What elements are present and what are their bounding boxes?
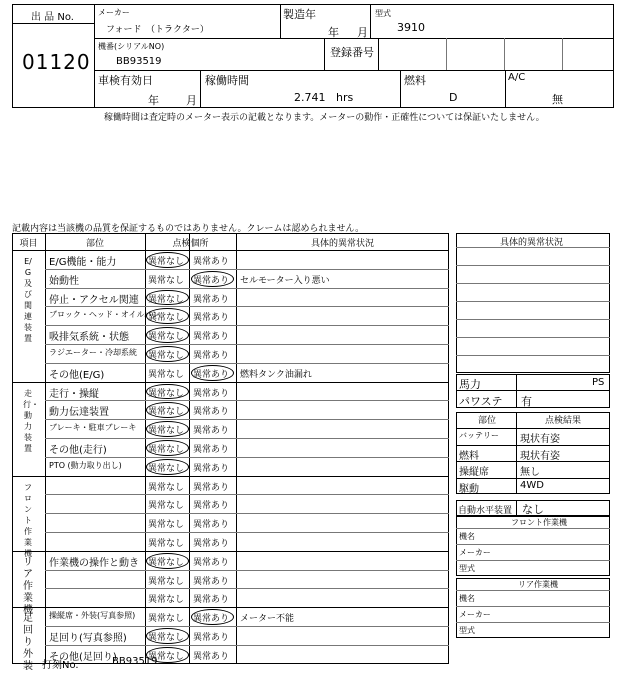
result-header: 点検結果	[545, 416, 582, 426]
section-label: 走行・動力装置	[23, 388, 39, 453]
option-normal[interactable]: 異常なし	[148, 651, 185, 662]
option-abnormal[interactable]: 異常あり	[193, 520, 230, 531]
maker-label: メーカー	[98, 8, 130, 17]
part-label: PTO (動力取り出し)	[49, 460, 122, 470]
stamp-label: 打刻No.	[42, 660, 79, 671]
option-normal[interactable]: 異常なし	[148, 501, 185, 512]
option-abnormal[interactable]: 異常あり	[193, 557, 230, 568]
ac-label: A/C	[508, 72, 526, 83]
inspection-month-unit: 月	[186, 94, 197, 107]
part-label: 動力伝達装置	[49, 407, 109, 419]
selected-mark	[146, 459, 189, 475]
option-normal[interactable]: 異常なし	[148, 294, 185, 305]
year-unit: 年	[328, 26, 339, 39]
col-item-header: 項目	[19, 239, 38, 249]
section-label: リア作業機	[23, 556, 33, 616]
auto-level-value: なし	[522, 503, 544, 516]
option-abnormal[interactable]: 異常あり	[193, 369, 230, 380]
option-normal[interactable]: 異常なし	[148, 557, 185, 568]
stamp-value: BB93519	[112, 656, 158, 667]
part-label: ブロック・ヘッド・オイルパン	[49, 310, 160, 320]
power-unit: PS	[592, 377, 605, 388]
model-value: 3910	[397, 21, 425, 34]
option-normal[interactable]: 異常なし	[148, 595, 185, 606]
auto-level-label: 自動水平装置	[458, 506, 513, 516]
option-abnormal[interactable]: 異常あり	[193, 332, 230, 343]
option-normal[interactable]: 異常なし	[148, 407, 185, 418]
rear-impl-label: 機名	[459, 594, 475, 603]
lot-number: 01120	[22, 50, 91, 74]
selected-mark	[146, 346, 189, 362]
front-impl-label: メーカー	[459, 548, 491, 557]
result-part: 操縦席	[459, 467, 489, 478]
option-normal[interactable]: 異常なし	[148, 388, 185, 399]
option-abnormal[interactable]: 異常あり	[193, 595, 230, 606]
part-label: その他(走行)	[49, 445, 107, 456]
part-label: その他(足回り)	[49, 651, 117, 663]
detail-text: セルモーター入り悪い	[240, 275, 330, 286]
option-normal[interactable]: 異常なし	[148, 426, 185, 437]
section-label: 足回り外装	[23, 613, 33, 673]
col-part-header: 部位	[85, 239, 104, 249]
model-label: 型式	[375, 9, 391, 18]
part-label: ラジエーター・冷却系統	[49, 348, 137, 357]
result-part: バッテリー	[459, 431, 499, 440]
option-normal[interactable]: 異常なし	[148, 332, 185, 343]
selected-mark	[146, 440, 189, 456]
option-abnormal[interactable]: 異常あり	[193, 257, 230, 267]
month-unit: 月	[357, 26, 368, 39]
part-label: 吸排気系統・状態	[49, 332, 129, 344]
right-detail-header: 具体的異常状況	[500, 238, 564, 248]
fuel-label: 燃料	[404, 74, 426, 87]
option-normal[interactable]: 異常なし	[148, 576, 185, 587]
option-abnormal[interactable]: 異常あり	[193, 294, 230, 305]
hours-value: 2.741	[294, 91, 326, 104]
option-abnormal[interactable]: 異常あり	[193, 633, 230, 643]
selected-mark	[191, 271, 234, 287]
section-label: E/G及び関連装置	[24, 257, 32, 343]
front-impl-label: 型式	[459, 564, 475, 573]
maker-value: フォード （トラクター）	[106, 25, 209, 35]
part-label: 停止・アクセル関連	[49, 294, 139, 306]
serial-label: 機番(シリアルNO)	[98, 42, 165, 51]
result-value: 4WD	[520, 479, 544, 491]
part-label: 作業機の操作と動き	[49, 557, 139, 569]
option-abnormal[interactable]: 異常あり	[193, 388, 230, 399]
registration-label: 登録番号	[330, 46, 374, 59]
option-normal[interactable]: 異常なし	[148, 369, 185, 380]
power-label: 馬力	[459, 378, 481, 391]
option-normal[interactable]: 異常なし	[148, 275, 185, 286]
option-abnormal[interactable]: 異常あり	[193, 275, 230, 286]
option-normal[interactable]: 異常なし	[148, 614, 185, 625]
option-abnormal[interactable]: 異常あり	[193, 463, 230, 474]
option-abnormal[interactable]: 異常あり	[193, 351, 230, 361]
rear-implement-header: リア作業機	[518, 580, 558, 589]
fuel-value: D	[449, 91, 458, 104]
option-abnormal[interactable]: 異常あり	[193, 501, 230, 512]
option-normal[interactable]: 異常なし	[148, 257, 185, 267]
col-detail-header: 具体的異常状況	[310, 239, 374, 249]
part-label: 始動性	[49, 275, 79, 287]
hours-unit: hrs	[336, 91, 354, 104]
result-part: 駆動	[459, 483, 479, 495]
selected-mark	[146, 252, 189, 268]
lot-label: 出 品 No.	[31, 12, 74, 23]
option-normal[interactable]: 異常なし	[148, 445, 185, 455]
detail-text: 燃料タンク油漏れ	[240, 369, 312, 380]
power-steering-label: パワステ	[459, 395, 503, 408]
selected-mark	[191, 365, 234, 381]
option-abnormal[interactable]: 異常あり	[193, 576, 230, 587]
col-check-header: 点検個所	[172, 239, 209, 249]
selected-mark	[146, 628, 189, 644]
option-normal[interactable]: 異常なし	[148, 313, 185, 324]
option-abnormal[interactable]: 異常あり	[193, 426, 230, 437]
part-label: 走行・操縦	[49, 388, 99, 400]
part-label: その他(E/G)	[49, 369, 105, 381]
result-part: 燃料	[459, 450, 479, 462]
part-label: 足回り(写真参照)	[49, 633, 127, 644]
option-abnormal[interactable]: 異常あり	[193, 313, 230, 324]
front-implement-header: フロント作業機	[511, 518, 567, 527]
option-normal[interactable]: 異常なし	[148, 351, 185, 361]
rear-impl-label: 型式	[459, 626, 475, 635]
result-value: 現状有姿	[520, 434, 560, 445]
detail-text: メーター不能	[240, 614, 295, 625]
selected-mark	[146, 421, 189, 437]
selected-mark	[146, 553, 189, 569]
result-value: 現状有姿	[520, 450, 560, 462]
option-abnormal[interactable]: 異常あり	[193, 651, 230, 662]
front-impl-label: 機名	[459, 532, 475, 541]
ac-value: 無	[552, 93, 563, 106]
option-abnormal[interactable]: 異常あり	[193, 614, 230, 625]
option-normal[interactable]: 異常なし	[148, 520, 185, 531]
selected-mark	[146, 327, 189, 343]
serial-value: BB93519	[116, 56, 162, 67]
right-detail-box	[456, 233, 610, 373]
disclaimer: 記載内容は当該機の品質を保証するものではありません。クレームは認められません。	[12, 224, 365, 234]
part-label: E/G機能・能力	[49, 257, 117, 268]
option-abnormal[interactable]: 異常あり	[193, 445, 230, 455]
option-normal[interactable]: 異常なし	[148, 482, 185, 493]
part-header: 部位	[478, 416, 497, 426]
rear-impl-label: メーカー	[459, 610, 491, 619]
inspection-label: 車検有効日	[98, 74, 153, 87]
option-abnormal[interactable]: 異常あり	[193, 539, 230, 549]
option-abnormal[interactable]: 異常あり	[193, 407, 230, 418]
inspection-year-unit: 年	[148, 94, 159, 107]
result-value: 無し	[520, 467, 540, 478]
option-normal[interactable]: 異常なし	[148, 633, 185, 643]
option-abnormal[interactable]: 異常あり	[193, 482, 230, 493]
option-normal[interactable]: 異常なし	[148, 539, 185, 549]
part-label: 操縦席・外装(写真参照)	[49, 611, 136, 621]
option-normal[interactable]: 異常なし	[148, 463, 185, 474]
hours-note: 稼働時間は査定時のメーター表示の記載となります。メーターの動作・正確性については保証いたしません。	[104, 113, 545, 123]
section-label: フロント作業機	[24, 482, 32, 558]
power-steering-value: 有	[521, 395, 532, 408]
selected-mark	[191, 609, 234, 625]
hours-label: 稼働時間	[205, 74, 249, 87]
year-label: 製造年	[283, 8, 316, 21]
part-label: ブレーキ・駐車ブレーキ	[49, 423, 137, 433]
